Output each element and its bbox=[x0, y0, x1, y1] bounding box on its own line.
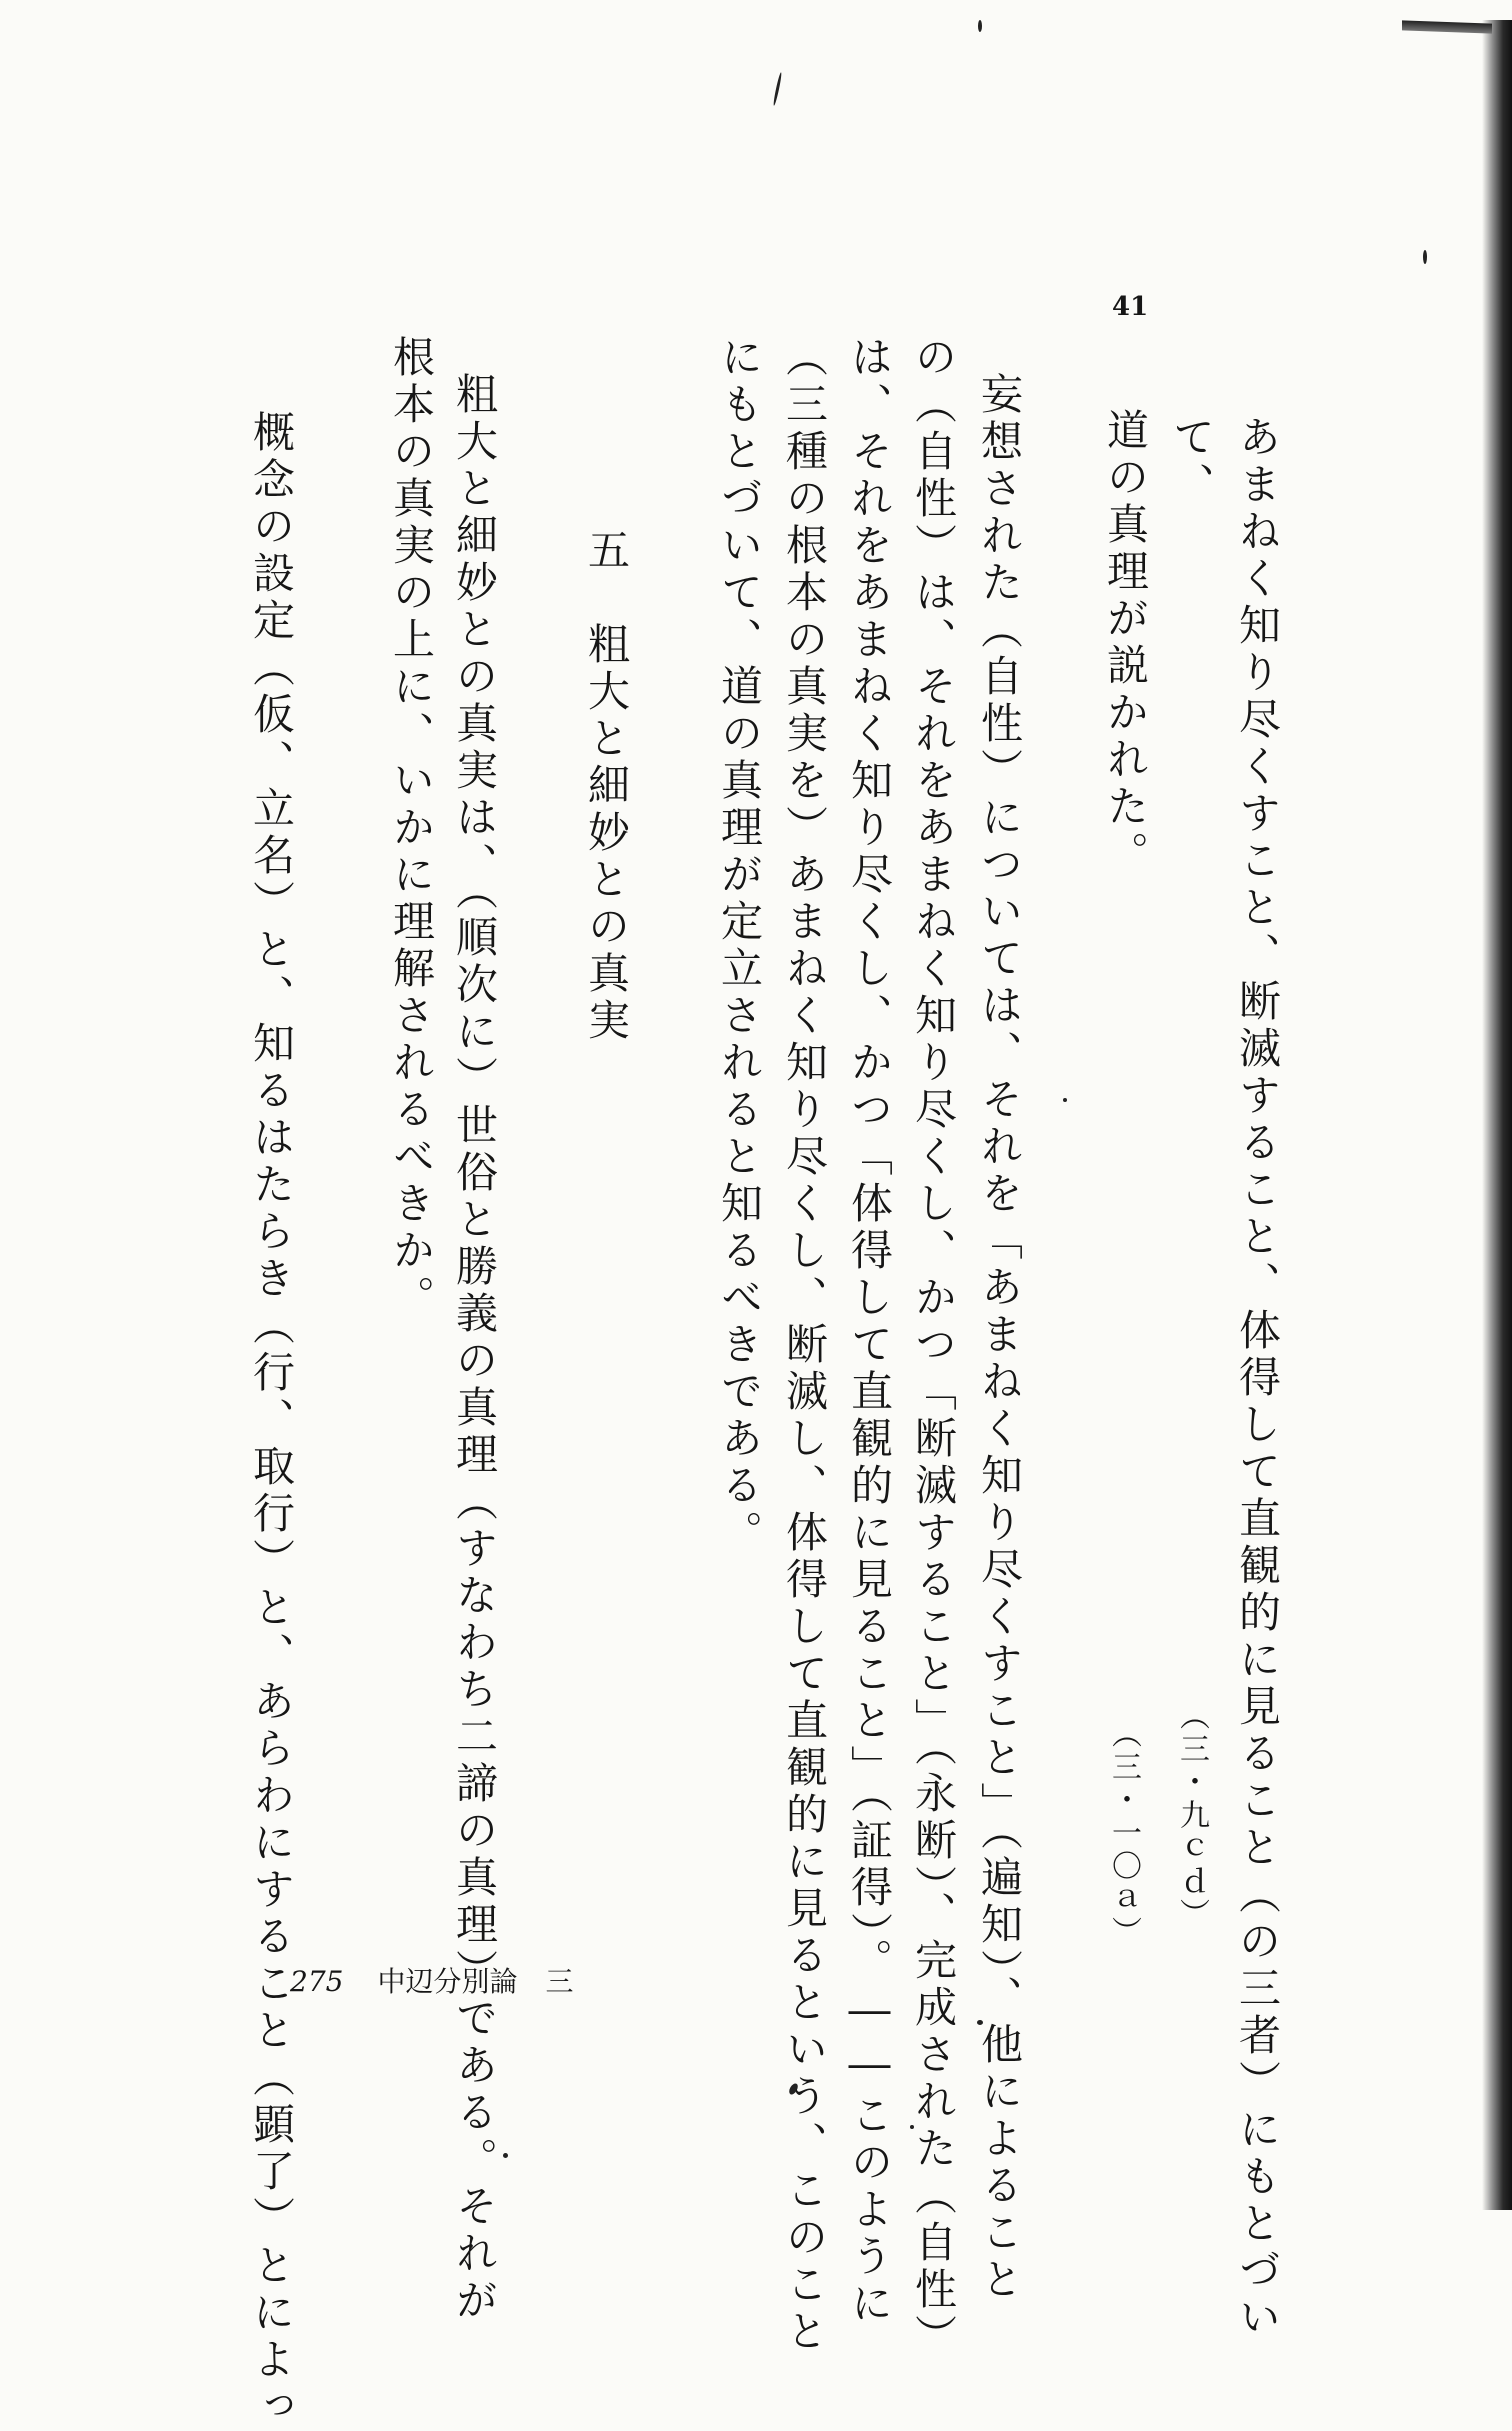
text-column: 妄想された（自性）については、それを「あまねく知り尽くすこと」（遍知）、他によること bbox=[975, 372, 1024, 2304]
page-footer bbox=[290, 1960, 573, 2000]
scan-speck bbox=[772, 72, 782, 106]
text-column: あまねく知り尽くすこと、断滅すること、体得して直観的に見ること（の三者）にもとづい bbox=[1233, 415, 1282, 2342]
text-column: 根本の真実の上に、いかに理解されるべきか。 bbox=[387, 335, 436, 1322]
verse-reference: （三・一〇ａ） bbox=[1106, 1718, 1141, 1949]
text-column: にもとづいて、道の真理が定立されると知るべきである。 bbox=[715, 335, 764, 1557]
verse-reference: （三・九ｃｄ） bbox=[1174, 1700, 1209, 1931]
scan-speck bbox=[503, 2153, 508, 2158]
scan-speck bbox=[978, 20, 982, 32]
text-column: 概念の設定（仮、立名）と、知るはたらき（行、取行）と、あらわにすること（顕了）とによっ bbox=[247, 410, 296, 2431]
book-binding-shadow bbox=[1482, 20, 1512, 2210]
scan-speck bbox=[1063, 1098, 1067, 1102]
book-binding-top bbox=[1402, 20, 1492, 33]
verse-number: 41 bbox=[1112, 292, 1149, 322]
page-number: 275 bbox=[290, 1965, 344, 1998]
text-column: 粗大と細妙との真実は、（順次に）世俗と勝義の真理（すなわち二諦の真理）である。それが bbox=[450, 372, 499, 2325]
text-column: は、それをあまねく知り尽くし、かつ「体得して直観的に見ること」（証得）。――このように bbox=[845, 335, 894, 2328]
text-column: て、 bbox=[1167, 415, 1216, 509]
text-column: 道の真理が説かれた。 bbox=[1101, 408, 1150, 878]
section-heading: 五 粗大と細妙との真実 bbox=[582, 528, 631, 1045]
text-column: の（自性）は、それをあまねく知り尽くし、かつ「断滅すること」（永断）、完成された（自性） bbox=[909, 335, 958, 2361]
text-column: （三種の根本の真実を）あまねく知り尽くし、断滅し、体得して直観的に見るという、このこと bbox=[780, 335, 829, 2356]
running-title: 中辺分別論 三 bbox=[377, 1965, 574, 1998]
scan-speck bbox=[1423, 250, 1427, 264]
